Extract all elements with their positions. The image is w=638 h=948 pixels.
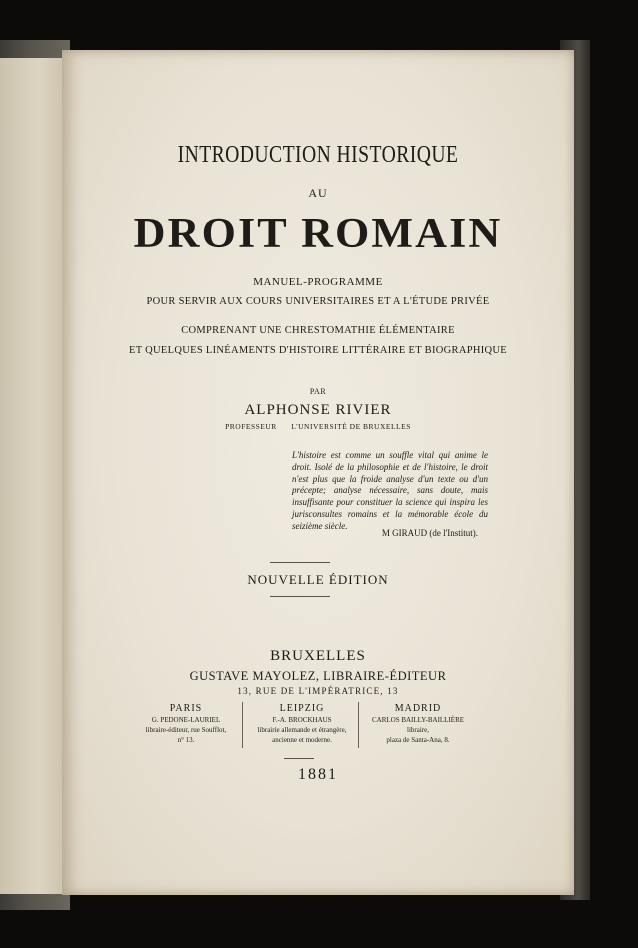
distributor-madrid [358, 702, 478, 745]
publication-year: 1881 [298, 766, 338, 783]
title-line-1: INTRODUCTION HISTORIQUE [177, 142, 459, 168]
distributor-leipzig [242, 702, 362, 745]
divider-bottom [270, 596, 330, 597]
imprint-publisher: GUSTAVE MAYOLEZ, LIBRAIRE-ÉDITEUR [189, 669, 447, 683]
author-affiliation [62, 422, 574, 431]
distributor-name: G. PEDONE-LAURIEL [151, 716, 221, 724]
imprint-address: 13, RUE DE L'IMPÉRATRICE, 13 [237, 686, 399, 696]
distributor-address: ancienne et moderne. [272, 736, 332, 744]
distributor-paris [126, 702, 246, 745]
divider-year [284, 758, 314, 759]
title-line-2: AU [308, 186, 328, 200]
author-role: PROFESSEUR [225, 422, 277, 431]
distributor-desc: libraire, [407, 726, 429, 734]
edition-label: NOUVELLE ÉDITION [247, 572, 389, 587]
divider-top [270, 562, 330, 563]
epigraph-attribution: M GIRAUD (de l'Institut). [381, 528, 478, 538]
distributor-desc: librairie allemande et étrangère, [257, 726, 347, 734]
subtitle-line-2: POUR SERVIR AUX COURS UNIVERSITAIRES ET A L'ÉTUDE PRIVÉE [146, 296, 490, 307]
subtitle-line-4: ET QUELQUES LINÉAMENTS D'HISTOIRE LITTÉRAIRE ET BIOGRAPHIQUE [128, 345, 508, 356]
distributor-city: PARIS [169, 703, 203, 714]
main-title: DROIT ROMAIN [133, 211, 503, 257]
distributor-desc: libraire-éditeur, rue Soufflot, [145, 726, 227, 734]
distributor-city: LEIPZIG [279, 703, 325, 714]
subtitle-line-1: MANUEL-PROGRAMME [253, 276, 383, 288]
author-name: ALPHONSE RIVIER [244, 402, 392, 418]
author-institution: L'UNIVERSITÉ DE BRUXELLES [291, 422, 411, 431]
subtitle-line-3: COMPRENANT UNE CHRESTOMATHIE ÉLÉMENTAIRE [181, 325, 455, 336]
left-page-edge [0, 58, 71, 894]
imprint-city: BRUXELLES [270, 648, 366, 664]
distributor-name: CARLOS BAILLY-BAILLIÈRE [371, 716, 465, 724]
distributor-address: plaza de Santa-Ana, 8. [386, 736, 450, 744]
title-page [62, 50, 574, 895]
epigraph-text: L'histoire est comme un souffle vital qui anime le droit. Isolé de la philosophie et de l'histoire, le droit n'est plus que la froide analyse d'un texte ou d'un précepte; analyse nécessaire, sans doute, mais insuffisante pour constituer la science qui inspira les jurisconsultes romains et la mémorable école du seizième siècle. [292, 450, 488, 531]
distributor-name: F.-A. BROCKHAUS [272, 716, 332, 724]
distributor-city: MADRID [394, 703, 442, 714]
by-label: PAR [309, 387, 327, 396]
distributor-address: n° 13. [177, 736, 195, 744]
